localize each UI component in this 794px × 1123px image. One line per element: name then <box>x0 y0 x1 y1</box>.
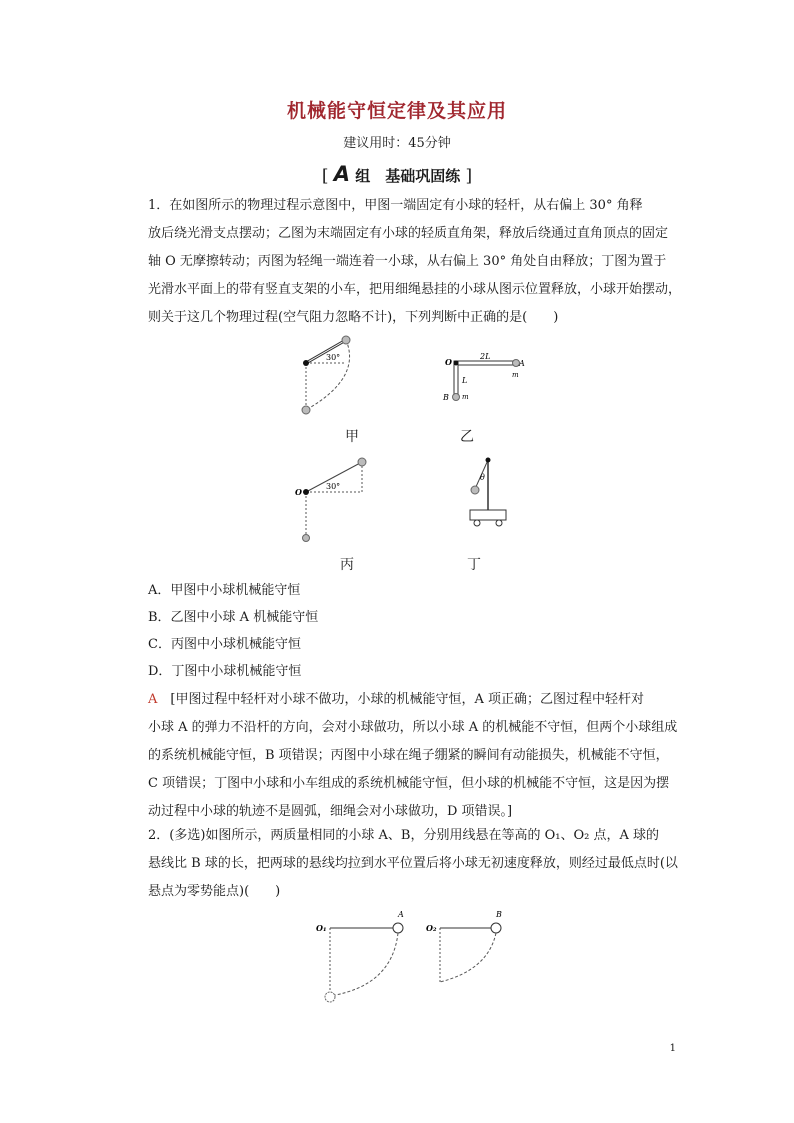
label-o1: O₁ <box>316 923 327 933</box>
ball-a-start <box>393 923 403 933</box>
question-2-stem <box>148 822 676 906</box>
group-bracket-open: [ <box>321 166 329 186</box>
label-o: O <box>445 357 452 367</box>
option-b[interactable]: B．乙图中小球 A 机械能守恒 <box>148 610 319 625</box>
figure-jia <box>290 330 370 420</box>
label-m-b: m <box>462 393 469 401</box>
pivot-dot <box>454 361 459 366</box>
label-b: B <box>443 393 449 402</box>
vertical-arm <box>454 361 458 397</box>
caption-bing: 丙 <box>340 557 354 573</box>
label-o: O <box>295 487 302 497</box>
label-a: A <box>398 910 404 919</box>
cart-body <box>470 510 506 520</box>
explanation-line: 动过程中小球的轨迹不是圆弧，细绳会对小球做功，D 项错误。] <box>148 804 513 819</box>
angle-label: 30° <box>326 353 341 362</box>
group-bracket-close: ] <box>465 166 473 186</box>
group-letter: A <box>333 162 350 186</box>
q2-line: 悬点为零势能点)( ) <box>148 884 281 899</box>
ball-end <box>303 535 310 542</box>
ball-b-start <box>491 923 501 933</box>
pivot-dot <box>486 458 491 463</box>
ball-b <box>453 394 460 401</box>
group-text: 组 基础巩固练 <box>355 167 461 185</box>
horizontal-arm <box>454 361 516 365</box>
explanation-line: 的系统机械能守恒，B 项错误；丙图中小球在绳子绷紧的瞬间有动能损失，机械能不守恒， <box>148 748 669 763</box>
option-a[interactable]: A．甲图中小球机械能守恒 <box>148 583 301 598</box>
figure-bing <box>290 452 380 547</box>
figure-ding <box>460 452 520 532</box>
q1-line: 1．在如图所示的物理过程示意图中，甲图一端固定有小球的轻杆，从右偏上 30° 角释 <box>148 198 643 213</box>
arc-a <box>330 933 398 996</box>
option-d[interactable]: D．丁图中小球机械能守恒 <box>148 664 302 679</box>
ball <box>471 486 479 494</box>
option-c[interactable]: C．丙图中小球机械能守恒 <box>148 637 301 652</box>
q1-line: 则关于这几个物理过程(空气阻力忽略不计)，下列判断中正确的是( ) <box>148 310 559 325</box>
question-1-stem <box>148 192 682 332</box>
cart-wheel-left <box>474 520 480 526</box>
group-heading <box>0 162 794 186</box>
figure-yi <box>440 350 530 410</box>
q1-explanation <box>148 686 676 826</box>
caption-yi: 乙 <box>460 429 474 445</box>
page-title: 机械能守恒定律及其应用 <box>286 100 507 122</box>
explanation-line: C 项错误；丁图中小球和小车组成的系统机械能守恒，但小球的机械能不守恒，这是因为摆 <box>148 776 670 791</box>
q1-line: 放后绕光滑支点摆动；乙图为末端固定有小球的轻质直角架，释放后绕通过直角顶点的固定 <box>148 226 669 241</box>
explanation-line: 小球 A 的弹力不沿杆的方向，会对小球做功，所以小球 A 的机械能不守恒，但两个小球组成 <box>148 720 678 735</box>
q1-line: 光滑水平面上的带有竖直支架的小车，把用细绳悬挂的小球从图示位置释放，小球开始摆动， <box>148 282 682 297</box>
q2-line: 2．(多选)如图所示，两质量相同的小球 A、B，分别用线悬在等高的 O₁、O₂ 点，A 球的 <box>148 828 660 843</box>
ball-a-end <box>325 992 335 1002</box>
caption-ding: 丁 <box>467 557 481 573</box>
q2-line: 悬线比 B 球的长，把两球的悬线均拉到水平位置后将小球无初速度释放，则经过最低点时(以 <box>148 856 678 871</box>
answer-key: A <box>148 692 158 707</box>
label-l: L <box>462 376 468 385</box>
figure-q2 <box>312 904 512 1004</box>
label-o2: O₂ <box>426 923 437 933</box>
label-theta: θ <box>480 473 485 482</box>
suggested-time: 建议用时：45分钟 <box>343 136 451 151</box>
ball-end <box>302 406 310 414</box>
label-2l: 2L <box>480 352 491 361</box>
label-m-a: m <box>512 371 519 379</box>
cart-wheel-right <box>496 520 502 526</box>
label-b: B <box>496 910 502 919</box>
page-number: 1 <box>669 1043 676 1054</box>
caption-jia: 甲 <box>345 429 359 445</box>
q1-line: 轴 O 无摩擦转动；丙图为轻绳一端连着一小球，从右偏上 30° 角处自由释放；丁图为置于 <box>148 254 667 269</box>
ball-start <box>358 458 366 466</box>
ball-start <box>342 336 350 344</box>
angle-label: 30° <box>326 482 341 491</box>
arc-b <box>440 933 496 982</box>
label-a: A <box>519 359 525 368</box>
pivot-dot <box>303 489 309 495</box>
explanation-line: [甲图过程中轻杆对小球不做功，小球的机械能守恒，A 项正确；乙图过程中轻杆对 <box>157 692 644 707</box>
pivot-dot <box>303 360 309 366</box>
